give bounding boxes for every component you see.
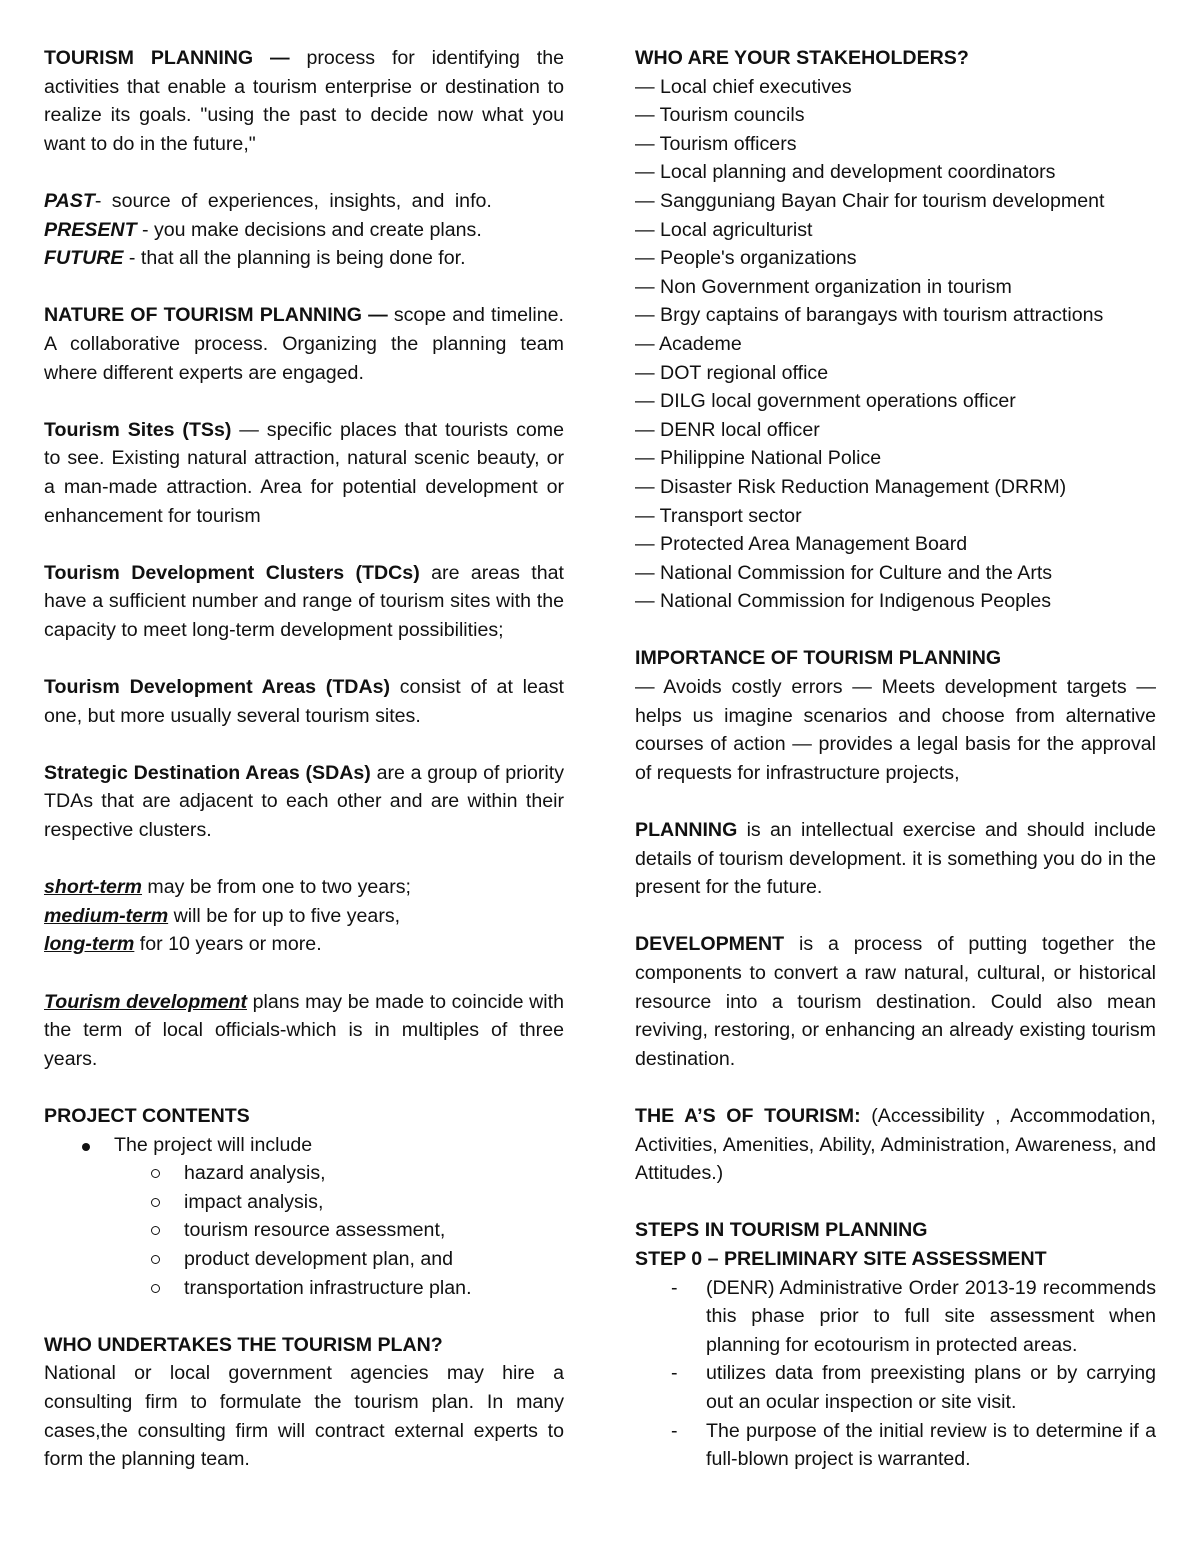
tourism-development-text: plans may be made to coincide with the term of local officials-which is in multiples of three years. [44,990,564,1070]
future-line [44,244,564,273]
list-item [44,1274,564,1303]
stakeholder-item: — Philippine National Police [635,447,882,470]
left-column [44,44,564,1502]
project-contents-heading [44,1102,564,1131]
tda-term: Tourism Development Areas (TDAs) [44,676,391,699]
stakeholder-item: — DENR local officer [635,418,820,441]
past-text: - source of experiences, insights, and info. [94,189,492,212]
long-term-text: for 10 years or more. [134,933,322,956]
stakeholder-item: — Sangguniang Bayan Chair for tourism development [635,189,1105,212]
stakeholder-item: — Disaster Risk Reduction Management (DRRM) [635,475,1067,498]
past-line [44,187,564,216]
list-item [635,1274,1156,1360]
tourism-planning-text: process for identifying the activities that enable a tourism enterprise or destination to realize its goals. "using the past to decide now what you want to do in the future," [44,47,564,155]
as-of-tourism-text: (Accessibility , Accommodation, Activities, Amenities, Ability, Administration, Awareness, and Attitudes.) [635,1104,1156,1185]
step0-item: The purpose of the initial review is to determine if a full-blown project is warranted. [706,1419,1156,1471]
future-term: FUTURE [44,247,124,270]
present-text: - you make decisions and create plans. [136,218,482,241]
stakeholder-item: — DOT regional office [635,361,829,384]
dash-bullet-icon: - [671,1419,678,1442]
short-term-text: may be from one to two years; [141,876,411,899]
tdc-definition [44,559,564,645]
importance-text: — Avoids costly errors — Meets development targets — helps us imagine scenarios and choose from alternative courses of action — provides a legal basis for the approval of requests for infrastructure projects, [635,676,1156,784]
list-item [635,1359,1156,1416]
stakeholder-item: — Academe [635,332,742,355]
step0-heading [635,1245,1156,1274]
plan-terms [44,873,564,959]
tourism-sites-definition [44,416,564,530]
importance-heading [635,644,1156,673]
list-item [44,1131,564,1303]
list-item [44,1216,564,1245]
future-text: - that all the planning is being done for. [123,247,466,270]
tourism-sites-term: Tourism Sites (TSs) [44,418,232,441]
steps-heading-text: STEPS IN TOURISM PLANNING [635,1219,928,1242]
tdc-term: Tourism Development Clusters (TDCs) [44,561,420,584]
medium-term-label: medium-term [44,904,169,927]
nature-term: NATURE OF TOURISM PLANNING — [44,304,388,327]
right-column [635,44,1156,1474]
stakeholder-item: — Non Government organization in tourism [635,275,1012,298]
tourism-sites-text: — specific places that tourists come to see. Existing natural attraction, natural scenic beauty, or a man-made attraction. Area for potential development or enhancement for tourism [44,418,565,527]
as-of-tourism-term: THE A’S OF TOURISM: [635,1104,861,1127]
step0-item: utilizes data from preexisting plans or by carrying out an ocular inspection or site visit. [706,1362,1156,1413]
importance-heading-text: IMPORTANCE OF TOURISM PLANNING [635,647,1002,670]
long-term-line [44,930,564,959]
circle-bullet-icon [151,1159,160,1188]
project-intro: The project will include [114,1133,313,1156]
step0-item: (DENR) Administrative Order 2013-19 recommends this phase prior to full site assessment when planning for ecotourism in protected areas. [706,1276,1156,1356]
stakeholder-item: — National Commission for Indigenous Peoples [635,590,1052,613]
tourism-development-term: Tourism development [44,990,248,1013]
stakeholder-item: — National Commission for Culture and the Arts [635,561,1053,584]
project-contents-list [44,1131,564,1303]
who-undertakes-text: National or local government agencies may hire a consulting firm to formulate the tourism plan. In many cases,the consulting firm will contract external experts to form the planning team. [44,1362,564,1471]
nature-of-tourism-planning [44,301,564,387]
project-item: transportation infrastructure plan. [184,1276,472,1299]
medium-term-line [44,902,564,931]
as-of-tourism [635,1102,1156,1188]
who-undertakes-heading [44,1331,564,1360]
circle-bullet-icon [151,1216,160,1245]
stakeholder-item: — Protected Area Management Board [635,533,968,556]
stakeholders-heading-text: WHO ARE YOUR STAKEHOLDERS? [635,47,969,69]
medium-term-text: will be for up to five years, [168,904,401,927]
circle-bullet-icon [151,1188,160,1217]
dash-bullet-icon: - [671,1276,678,1299]
present-line [44,216,564,245]
planning-definition [635,816,1156,902]
bullet-icon [82,1131,90,1160]
project-item: hazard analysis, [184,1162,326,1185]
planning-term: PLANNING [635,819,738,842]
circle-bullet-icon [151,1245,160,1274]
stakeholder-item: — Transport sector [635,504,802,527]
stakeholder-item: — Local agriculturist [635,218,813,241]
stakeholder-item: — People's organizations [635,247,857,270]
project-items [44,1159,564,1302]
list-item [44,1245,564,1274]
stakeholder-item: — DILG local government operations officer [635,390,1016,413]
list-item [44,1188,564,1217]
tourism-planning-term: TOURISM PLANNING — [44,47,290,69]
present-term: PRESENT [44,218,137,241]
stakeholders-heading [635,44,1156,73]
tdc-text: are areas that have a sufficient number and range of tourism sites with the capacity to meet long-term development possibilities; [44,561,564,641]
project-item: impact analysis, [184,1190,324,1213]
past-present-future [44,187,564,273]
development-text: is a process of putting together the components to convert a raw natural, cultural, or historical resource into a tourism destination. Could also mean reviving, restoring, or enhancing an already existing tourism destination. [635,933,1156,1070]
steps-heading [635,1216,1156,1245]
past-term: PAST [44,189,95,212]
sda-term: Strategic Destination Areas (SDAs) [44,761,371,784]
list-item [44,1159,564,1188]
list-item [635,1417,1156,1474]
stakeholder-item: — Local chief executives [635,75,852,98]
stakeholder-item: — Tourism officers [635,132,797,155]
nature-text: scope and timeline. A collaborative process. Organizing the planning team where different experts are engaged. [44,304,564,384]
long-term-label: long-term [44,933,135,956]
step0-heading-text: STEP 0 – PRELIMINARY SITE ASSESSMENT [635,1247,1047,1270]
development-term: DEVELOPMENT [635,933,785,956]
planning-text: is an intellectual exercise and should include details of tourism development. it is something you do in the present for the future. [635,819,1156,899]
development-definition [635,930,1156,1073]
stakeholder-item: — Local planning and development coordinators [635,161,1056,184]
who-undertakes-heading-text: WHO UNDERTAKES THE TOURISM PLAN? [44,1333,443,1356]
circle-bullet-icon [151,1274,160,1303]
sda-definition [44,759,564,845]
sda-text: are a group of priority TDAs that are adjacent to each other and are within their respective clusters. [44,761,565,842]
tourism-development-definition [44,988,564,1074]
stakeholder-item: — Brgy captains of barangays with tourism attractions [635,304,1104,327]
stakeholder-item: — Tourism councils [635,104,805,127]
tda-definition [44,673,564,730]
project-item: tourism resource assessment, [184,1219,446,1242]
dash-bullet-icon: - [671,1362,678,1385]
short-term-label: short-term [44,876,142,899]
short-term-line [44,873,564,902]
tourism-planning-definition [44,44,564,158]
project-contents-heading-text: PROJECT CONTENTS [44,1104,250,1127]
step0-list [635,1274,1156,1474]
project-item: product development plan, and [184,1247,454,1270]
stakeholders-list [635,73,1156,616]
tda-text: consist of at least one, but more usually several tourism sites. [44,676,565,727]
